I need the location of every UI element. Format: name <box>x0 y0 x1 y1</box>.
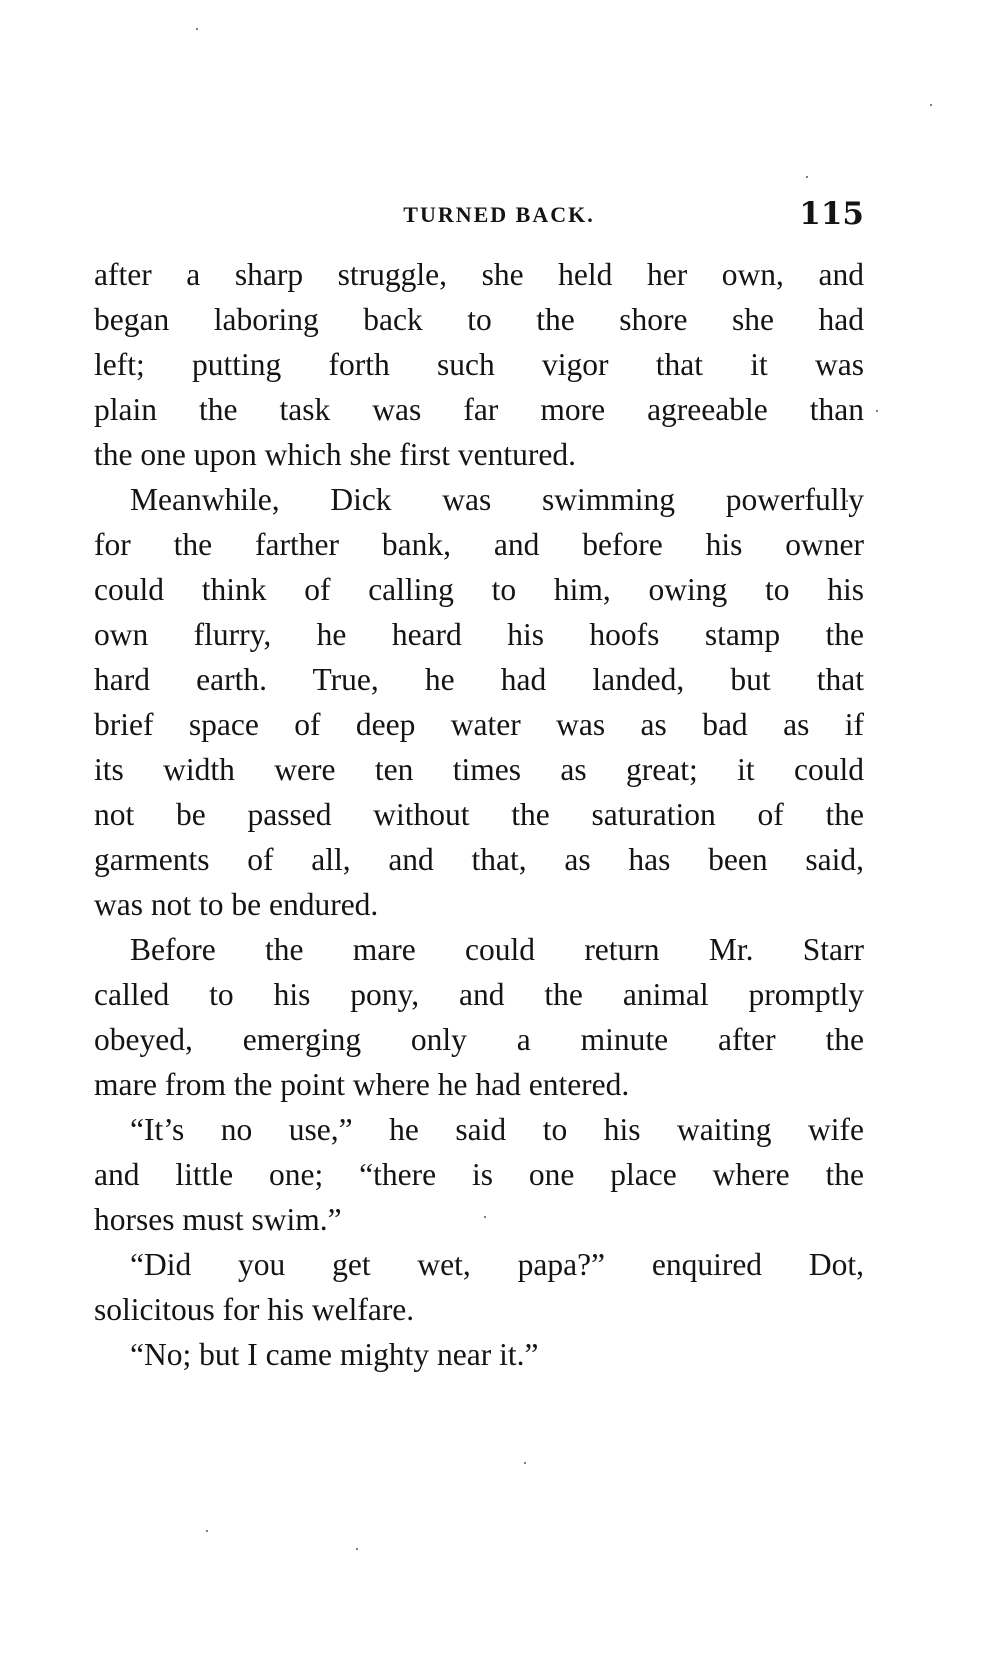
paragraph <box>94 1242 864 1332</box>
text-line: after a sharp struggle, she held her own, and <box>94 257 864 292</box>
paragraph <box>94 477 864 927</box>
running-head <box>94 196 864 236</box>
text-line: the one upon which she first ventured. <box>94 437 577 472</box>
text-line: “It’s no use,” he said to his waiting wife <box>130 1112 864 1147</box>
text-line: was not to be endured. <box>94 887 379 922</box>
text-line: plain the task was far more agreeable than <box>94 392 864 427</box>
text-line: own flurry, he heard his hoofs stamp the <box>94 617 864 652</box>
text-line: garments of all, and that, as has been said, <box>94 842 864 877</box>
text-line: hard earth. True, he had landed, but that <box>94 662 864 697</box>
paragraph <box>94 252 864 477</box>
body-text <box>94 252 864 1377</box>
text-line: not be passed without the saturation of the <box>94 797 864 832</box>
text-line: and little one; “there is one place where the <box>94 1157 864 1192</box>
text-line: left; putting forth such vigor that it was <box>94 347 864 382</box>
text-line: horses must swim.” <box>94 1202 342 1237</box>
text-line: its width were ten times as great; it could <box>94 752 864 787</box>
paper-speck <box>806 176 808 178</box>
text-line: solicitous for his welfare. <box>94 1292 415 1327</box>
paragraph <box>94 1332 864 1377</box>
running-title: TURNED BACK. <box>403 202 595 227</box>
paragraph <box>94 927 864 1107</box>
page-number: 115 <box>799 196 864 232</box>
text-line: could think of calling to him, owing to his <box>94 572 864 607</box>
paper-speck <box>356 1548 358 1550</box>
paper-speck <box>196 28 198 30</box>
text-line: Before the mare could return Mr. Starr <box>130 932 864 967</box>
text-line: for the farther bank, and before his owner <box>94 527 864 562</box>
paragraph <box>94 1107 864 1242</box>
paper-speck <box>876 410 878 412</box>
paper-speck <box>206 1530 208 1532</box>
text-line: brief space of deep water was as bad as if <box>94 707 864 742</box>
text-line: obeyed, emerging only a minute after the <box>94 1022 864 1057</box>
text-line: began laboring back to the shore she had <box>94 302 864 337</box>
text-line: “No; but I came mighty near it.” <box>130 1337 539 1372</box>
paper-speck <box>930 104 932 106</box>
text-line: mare from the point where he had entered. <box>94 1067 630 1102</box>
text-line: called to his pony, and the animal promptly <box>94 977 864 1012</box>
text-line: “Did you get wet, papa?” enquired Dot, <box>130 1247 864 1282</box>
paper-speck <box>524 1462 526 1464</box>
text-line: Meanwhile, Dick was swimming powerfully <box>130 482 864 517</box>
